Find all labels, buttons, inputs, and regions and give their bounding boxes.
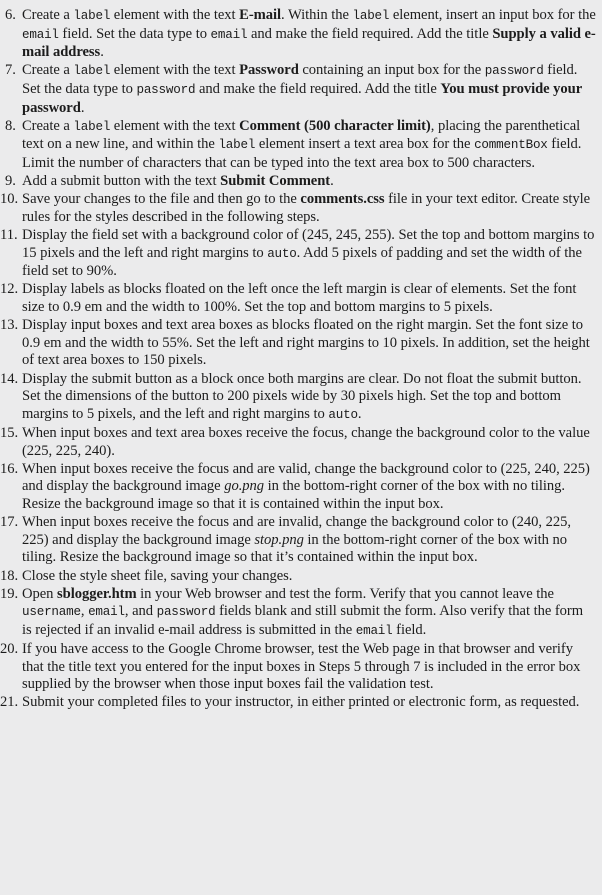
step-text-run: element with the text [110,7,240,23]
step-item [0,586,596,641]
step-text-run: field. Limit the number of characters that can be typed into the text area box to 500 characters. [22,136,582,171]
step-number: 8. [5,117,16,134]
step-text-run: Create a [22,7,74,23]
bold-term: comments.css [300,191,385,208]
step-text [22,514,596,567]
step-number: 19. [0,585,19,602]
step-text-run: field. [392,621,427,638]
step-text [22,371,596,425]
step-text [22,281,596,316]
step-text-run: When input boxes and text area boxes receive the focus, change the background color to the value (225, 225, 240). [22,425,590,459]
step-number: 16. [0,460,19,477]
step-text-run: . Within the [281,7,353,23]
bold-term: Comment (500 character limit) [239,117,431,134]
step-text [22,317,596,370]
code-term: password [136,82,196,97]
step-text-run: field. Set the data type to [22,62,578,97]
step-item [0,317,596,370]
code-term: email [210,27,248,42]
step-text-run: When input boxes receive the focus and are invalid, change the background color to (240, 225, 225) and display the background image [22,514,571,548]
step-text-run: in the bottom-right corner of the box with no tiling. Resize the background image so that it’s contained within the input box. [22,531,568,566]
step-number: 10. [0,191,19,208]
bold-term: Supply a valid e-mail address [22,25,596,61]
code-term: label [218,138,256,153]
step-text-run: Display the field set with a background color of (245, 245, 255). Set the top and bottom margins to 15 pixels and the left and right margins to [22,227,595,261]
code-term: label [73,64,111,79]
step-number: 13. [0,317,19,334]
step-text [22,425,596,460]
step-text-run: element with the text [110,117,240,134]
italic-term: stop.png [254,531,304,548]
step-text-run: When input boxes receive the focus and are valid, change the background color to (225, 240, 225) and display the background image [22,460,590,495]
step-text-run: . [100,44,104,61]
step-text-run: . [357,405,362,422]
step-number: 11. [0,227,18,244]
code-term: auto [267,246,297,261]
step-text-run: Open [22,585,58,602]
step-text-run: , [80,603,89,620]
step-text [22,227,596,281]
step-text-run: field. Set the data type to [58,25,211,42]
step-text-run: Submit your completed files to your instructor, in either printed or electronic form, as requested. [22,694,580,711]
code-term: label [352,9,390,23]
step-number: 21. [0,694,19,711]
step-text-run: and make the field required. Add the title [195,80,441,97]
step-text-run: in your Web browser and test the form. Verify that you cannot leave the [136,585,554,602]
code-term: password [156,605,216,620]
step-text-run: Display input boxes and text area boxes as blocks floated on the right margin. Set the font size to 0.9 em and the width to 55%. Set the left and right margins to 10 pixels. In addition, set the height of text area boxes to 150 pixels. [22,317,590,369]
step-text-run: , placing the parenthetical text on a new line, and within the [22,117,581,153]
step-text [22,641,596,694]
step-number: 15. [0,425,19,441]
step-text-run: and make the field required. Add the title [247,25,493,42]
step-text [22,568,596,586]
step-item [0,173,596,191]
step-text [22,173,596,191]
code-term: password [484,64,544,79]
step-text [22,461,596,514]
step-item [0,694,596,712]
code-term: email [355,623,393,638]
step-text-run: , and [124,603,157,620]
step-text-run: Close the style sheet file, saving your changes. [22,567,293,584]
code-term: commentBox [474,138,548,153]
code-term: label [73,9,111,23]
step-number: 18. [0,567,19,584]
code-term: email [88,605,125,620]
step-item [0,514,596,567]
step-item [0,62,596,117]
step-text-run: fields blank and still submit the form. Also verify that the form is rejected if an invalid e-mail address is submitted in the [22,603,584,638]
step-text-run: . [330,173,334,190]
step-text-run: If you have access to the Google Chrome browser, test the Web page in that browser and verify that the title text you entered for the input boxes in Steps 5 through 7 is included in the error box supplied by the browser when those input boxes fail the validation test. [22,641,581,693]
step-number: 12. [0,281,19,298]
code-term: username [22,605,81,620]
step-item [0,281,596,316]
step-text-run: Display the submit button as a block once both margins are clear. Do not float the submit button. Set the dimensions of the button to 200 pixels wide by 30 pixels high. Set the top and bottom margins to 5 pixels, and the left and right margins to [22,370,582,422]
step-text-run: Save your changes to the file and then go to the [22,191,301,208]
step-item [0,425,596,460]
step-item [0,227,596,281]
step-text-run: element, insert an input box for the [389,7,596,23]
step-text [22,191,596,226]
step-number: 17. [0,514,19,531]
step-text [22,694,596,712]
step-text-run: . [80,99,85,116]
bold-term: Password [239,62,299,79]
step-text [22,62,596,117]
bold-term: You must provide your password [22,80,582,116]
step-item [0,641,596,694]
step-text-run: element insert a text area box for the [255,136,475,153]
code-term: label [73,119,111,134]
step-text [22,586,596,641]
step-number: 6. [5,7,16,23]
bold-term: E-mail [239,7,282,23]
code-term: email [22,27,59,42]
step-text [22,118,596,173]
step-text-run: element with the text [110,62,240,79]
step-text-run: Display labels as blocks floated on the left once the left margin is clear of elements. Set the font size to 0.9 em and the width to 100%. Set the top and bottom margins to 5 pixels. [22,281,577,316]
step-text-run: file in your text editor. Create style rules for the styles described in the following steps. [22,191,591,225]
step-number: 14. [0,370,19,387]
step-number: 7. [5,62,16,79]
step-item [0,118,596,173]
bold-term: Submit Comment [220,173,331,190]
step-text [22,7,596,62]
step-text-run: Add a submit button with the text [22,173,221,190]
step-text-run: containing an input box for the [298,62,485,79]
step-text-run: Create a [22,62,74,79]
step-number: 9. [5,173,16,190]
step-item [0,461,596,514]
step-item [0,191,596,226]
italic-term: go.png [224,478,265,495]
step-text-run: Create a [22,117,74,134]
step-text-run: in the bottom-right corner of the box with no tiling. Resize the background image so that it is contained within the input box. [22,478,565,512]
step-item [0,7,596,62]
step-text-run: . Add 5 pixels of padding and set the width of the field set to 90%. [22,244,582,280]
step-number: 20. [0,641,19,658]
step-item [0,568,596,586]
code-term: auto [328,407,358,422]
step-item [0,371,596,425]
bold-term: sblogger.htm [57,585,137,602]
